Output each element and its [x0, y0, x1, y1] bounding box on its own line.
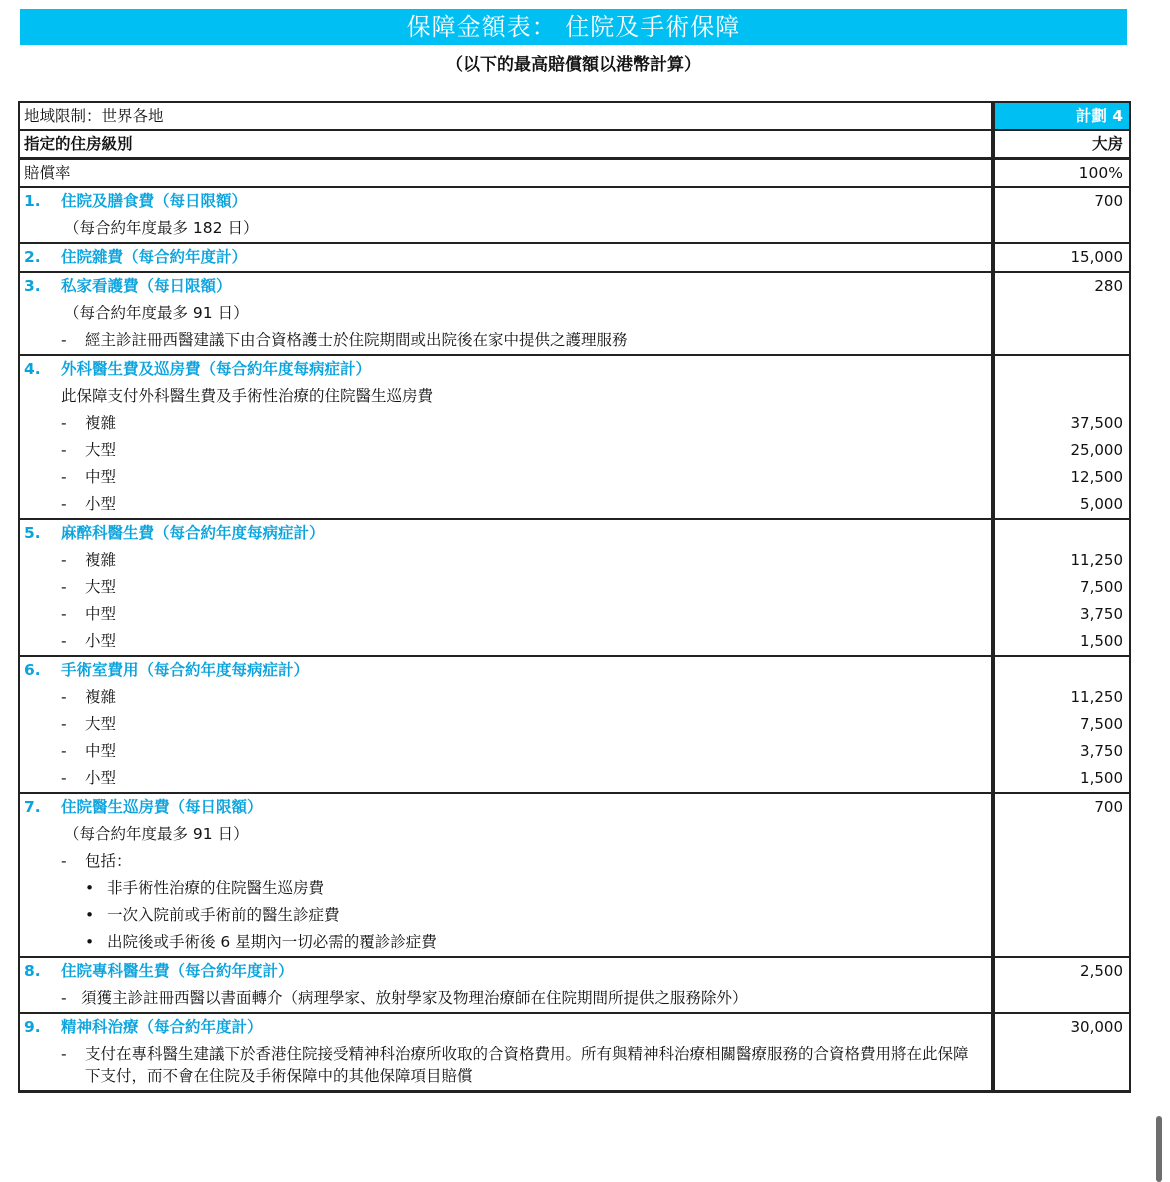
benefit-amount: 11,250 [1070, 551, 1123, 569]
section-line [24, 383, 987, 410]
room-label: 指定的住房級別 [20, 131, 995, 157]
benefit-amount: 12,500 [1070, 468, 1123, 486]
section-line-text: 支付在專科醫生建議下於香港住院接受精神科治療所收取的合資格費用。所有與精神科治療相關醫療服務的合資格費用將在此保障下支付，而不會在住院及手術保障中的其他保障項目賠償 [85, 1045, 969, 1085]
benefit-amount: 2,500 [1080, 962, 1123, 980]
benefit-amount: 3,750 [1080, 742, 1123, 760]
benefit-amount: 700 [1094, 192, 1123, 210]
benefit-section-2 [20, 244, 1129, 273]
dash-marker: - [61, 769, 67, 787]
section-line [24, 711, 987, 738]
benefit-section-5 [20, 520, 1129, 657]
section-number: 7. [24, 798, 41, 816]
section-number: 1. [24, 192, 41, 210]
benefit-amount: 37,500 [1070, 414, 1123, 432]
section-title: 麻醉科醫生費（每合約年度每病症計） [61, 524, 325, 542]
dash-marker: - [61, 852, 67, 870]
benefit-amount: 1,500 [1080, 632, 1123, 650]
benefit-section-9 [20, 1014, 1129, 1090]
room-value: 大房 [1091, 135, 1123, 153]
benefit-section-4 [20, 356, 1129, 520]
section-values [995, 958, 1129, 1012]
section-line-text: （每合約年度最多 91 日） [64, 304, 249, 322]
benefit-amount: 1,500 [1080, 769, 1123, 787]
section-title-line [24, 273, 987, 300]
section-line [24, 215, 987, 242]
section-line-text: （每合約年度最多 182 日） [64, 219, 259, 237]
section-line [24, 875, 987, 902]
section-description [20, 244, 995, 271]
dash-marker: - [61, 414, 67, 432]
section-line-text: 複雜 [85, 414, 117, 432]
section-line [24, 1041, 987, 1090]
section-number: 9. [24, 1018, 41, 1036]
section-line [24, 821, 987, 848]
dash-marker: - [61, 551, 67, 569]
section-title-line [24, 1014, 987, 1041]
section-number: 4. [24, 360, 41, 378]
benefit-table [18, 101, 1131, 1093]
section-title: 外科醫生費及巡房費（每合約年度每病症計） [61, 360, 372, 378]
benefit-amount: 700 [1094, 798, 1123, 816]
benefit-amount [1001, 520, 1123, 547]
section-line [24, 574, 987, 601]
section-values [995, 188, 1129, 242]
section-description [20, 188, 995, 242]
section-number: 5. [24, 524, 41, 542]
section-number: 3. [24, 277, 41, 295]
section-values [995, 657, 1129, 792]
section-title: 住院及膳食費（每日限額） [61, 192, 248, 210]
section-line-text: 中型 [85, 605, 117, 623]
section-line [24, 601, 987, 628]
section-line-text: 須獲主診註冊西醫以書面轉介（病理學家、放射學家及物理治療師在住院期間所提供之服務除外） [81, 989, 748, 1007]
dash-marker: - [61, 468, 67, 486]
section-line [24, 327, 987, 354]
bullet-marker: • [85, 933, 95, 951]
section-line [24, 738, 987, 765]
section-line-text: 包括： [85, 852, 132, 870]
section-line-text: 一次入院前或手術前的醫生診症費 [107, 906, 340, 924]
section-values [995, 520, 1129, 655]
benefit-amount: 7,500 [1080, 715, 1123, 733]
section-description [20, 1014, 995, 1090]
section-number: 2. [24, 248, 41, 266]
section-number: 6. [24, 661, 41, 679]
dash-marker: - [61, 495, 67, 513]
dash-marker: - [61, 605, 67, 623]
section-line [24, 985, 987, 1012]
section-description [20, 520, 995, 655]
section-line [24, 547, 987, 574]
benefit-amount: 5,000 [1080, 495, 1123, 513]
dash-marker: - [61, 715, 67, 733]
benefit-amount [1001, 356, 1123, 383]
section-title: 精神科治療（每合約年度計） [61, 1018, 263, 1036]
section-line [24, 464, 987, 491]
benefit-amount: 11,250 [1070, 688, 1123, 706]
section-line-text: 複雜 [85, 688, 117, 706]
benefit-amount: 15,000 [1070, 248, 1123, 266]
rate-row [20, 160, 1129, 188]
rate-label: 賠償率 [20, 160, 995, 186]
bullet-marker: • [85, 906, 95, 924]
dash-marker: - [61, 578, 67, 596]
section-line [24, 410, 987, 437]
section-title: 手術室費用（每合約年度每病症計） [61, 661, 310, 679]
section-description [20, 794, 995, 956]
section-values [995, 356, 1129, 518]
benefit-section-3 [20, 273, 1129, 356]
region-label: 地域限制：世界各地 [20, 103, 995, 129]
section-title: 住院雜費（每合約年度計） [61, 248, 248, 266]
benefit-amount: 25,000 [1070, 441, 1123, 459]
benefit-amount: 280 [1094, 277, 1123, 295]
sections [20, 188, 1129, 1090]
section-line [24, 684, 987, 711]
page-subtitle: （以下的最高賠償額以港幣計算） [446, 55, 701, 75]
section-line-text: 複雜 [85, 551, 117, 569]
benefit-amount [1001, 383, 1123, 410]
section-line [24, 300, 987, 327]
section-title: 住院醫生巡房費（每日限額） [61, 798, 263, 816]
section-line-text: 大型 [85, 578, 117, 596]
benefit-amount: 3,750 [1080, 605, 1123, 623]
benefit-amount: 7,500 [1080, 578, 1123, 596]
section-line-text: （每合約年度最多 91 日） [64, 825, 249, 843]
section-line [24, 765, 987, 792]
section-title: 私家看護費（每日限額） [61, 277, 232, 295]
dash-marker: - [61, 632, 67, 650]
room-row [20, 131, 1129, 160]
section-line-text: 非手術性治療的住院醫生巡房費 [107, 879, 325, 897]
section-title-line [24, 244, 987, 271]
section-line-text: 大型 [85, 715, 117, 733]
section-values [995, 273, 1129, 354]
dash-marker: - [61, 742, 67, 760]
section-title-line [24, 520, 987, 547]
section-title: 住院專科醫生費（每合約年度計） [61, 962, 294, 980]
section-line-text: 大型 [85, 441, 117, 459]
section-line [24, 437, 987, 464]
section-line-text: 小型 [85, 769, 117, 787]
benefit-amount [1001, 657, 1123, 684]
section-line [24, 628, 987, 655]
scrollbar[interactable] [1156, 1116, 1162, 1182]
bullet-marker: • [85, 879, 95, 897]
section-line-text: 中型 [85, 742, 117, 760]
dash-marker: - [61, 1045, 67, 1063]
section-title-line [24, 356, 987, 383]
dash-marker: - [61, 688, 67, 706]
section-description [20, 356, 995, 518]
dash-marker: - [61, 441, 67, 459]
section-line-text: 小型 [85, 495, 117, 513]
section-values [995, 794, 1129, 956]
dash-marker: - [61, 989, 67, 1007]
section-line [24, 902, 987, 929]
benefit-section-7 [20, 794, 1129, 958]
section-line-text: 此保障支付外科醫生費及手術性治療的住院醫生巡房費 [61, 387, 434, 405]
section-line-text: 中型 [85, 468, 117, 486]
benefit-amount: 30,000 [1070, 1018, 1123, 1036]
section-number: 8. [24, 962, 41, 980]
section-line [24, 848, 987, 875]
section-line-text: 經主診註冊西醫建議下由合資格護士於住院期間或出院後在家中提供之護理服務 [85, 331, 628, 349]
section-description [20, 657, 995, 792]
dash-marker: - [61, 331, 67, 349]
section-description [20, 273, 995, 354]
page-title: 保障金額表： 住院及手術保障 [20, 9, 1127, 45]
section-values [995, 244, 1129, 271]
benefit-section-6 [20, 657, 1129, 794]
section-line-text: 出院後或手術後 6 星期內一切必需的覆診診症費 [107, 933, 437, 951]
section-title-line [24, 794, 987, 821]
benefit-section-1 [20, 188, 1129, 244]
section-values [995, 1014, 1129, 1090]
plan-label: 計劃 4 [995, 103, 1129, 129]
section-title-line [24, 188, 987, 215]
region-row [20, 103, 1129, 131]
section-description [20, 958, 995, 1012]
benefit-section-8 [20, 958, 1129, 1014]
section-title-line [24, 958, 987, 985]
section-title-line [24, 657, 987, 684]
rate-value: 100% [1078, 164, 1123, 182]
section-line [24, 491, 987, 518]
section-line-text: 小型 [85, 632, 117, 650]
section-line [24, 929, 987, 956]
